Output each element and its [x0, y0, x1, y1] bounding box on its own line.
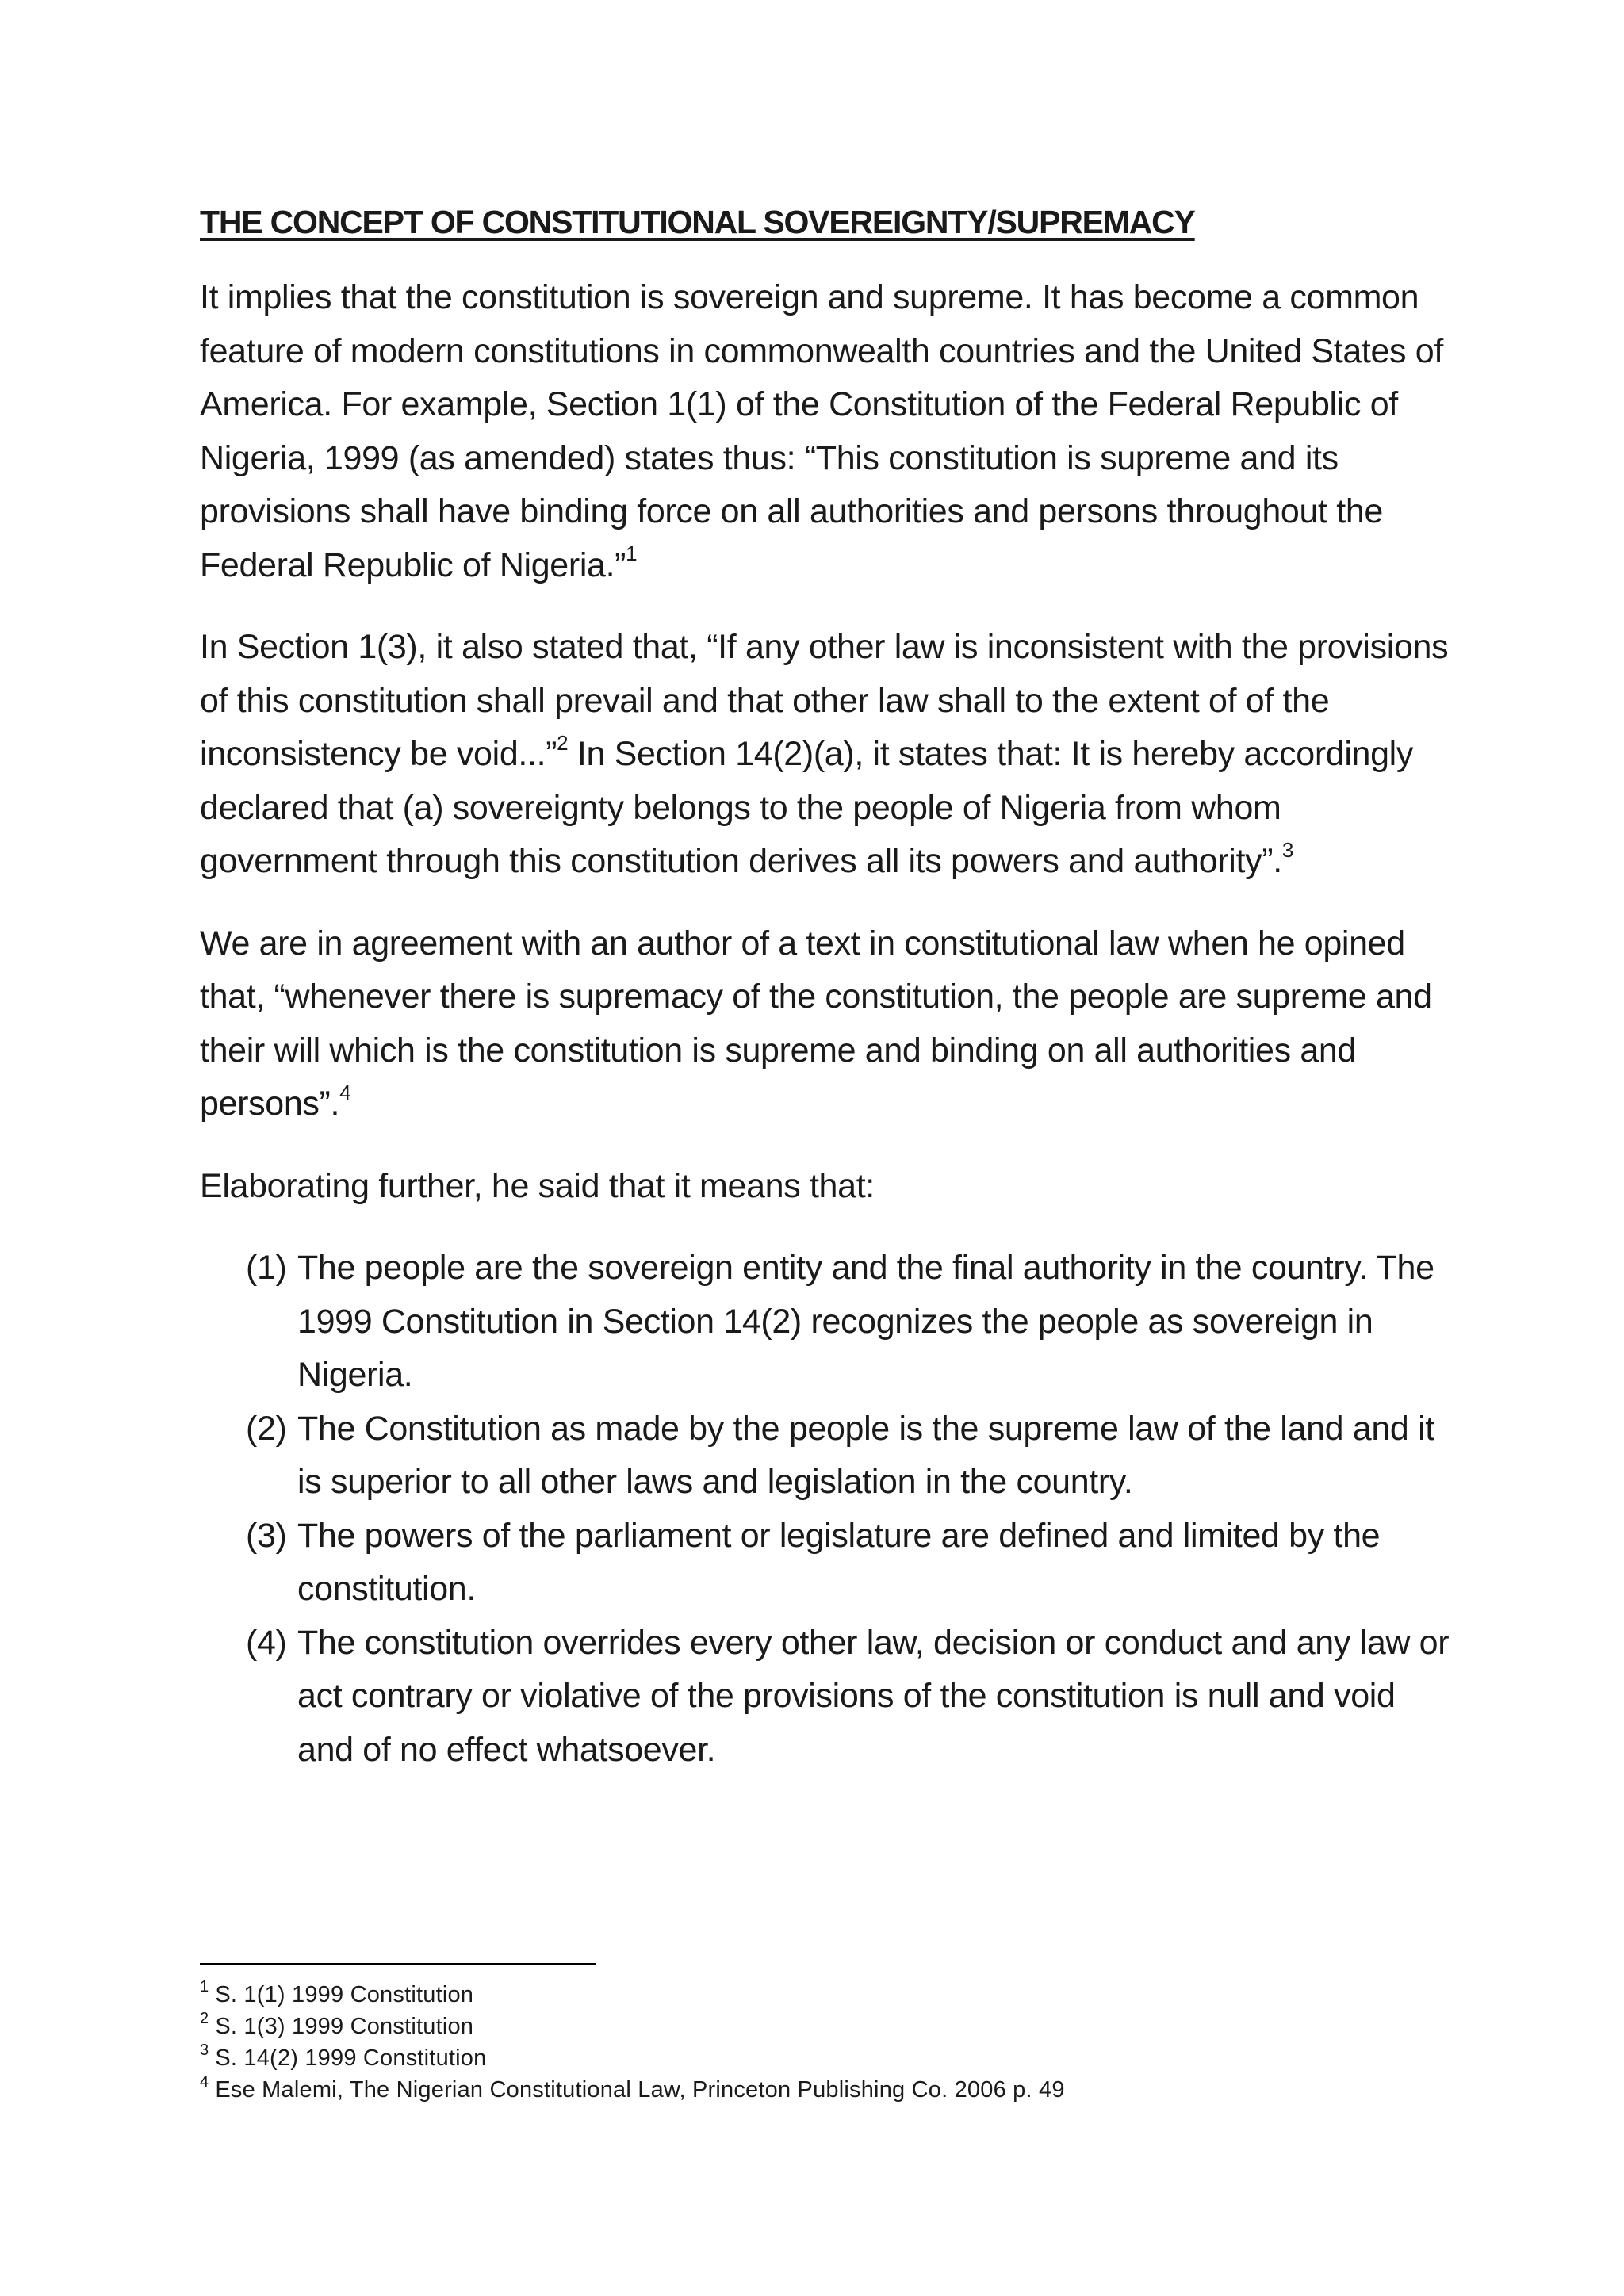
footnote-number: 4: [200, 2073, 209, 2091]
footnote-number: 2: [200, 2010, 209, 2028]
footnote-ref-3[interactable]: 3: [1281, 837, 1293, 862]
footnote-ref-1[interactable]: 1: [626, 541, 638, 566]
paragraph-text: It implies that the constitution is sovereign and supreme. It has become a common feature of modern constitutions in commonwealth countries and the United States of America. For example, Section 1(1) of the Constitution of the Federal Republic of Nigeria, 1999 (as amended) states thus: “This constitution is supreme and its provisions shall have binding force on all authorities and persons throughout the Federal Republic of Nigeria.”: [200, 278, 1443, 584]
paragraph-text: In Section 14(2)(a), it states that: It is hereby accordingly declared that (a) sovereignty belongs to the people of Nigeria from whom government through this constitution derives all its powers and authority”.: [200, 735, 1414, 880]
list-item-number: (1): [246, 1249, 287, 1287]
numbered-list: [246, 1242, 1453, 1777]
footnotes: [200, 1979, 1453, 2106]
paragraph-text: In Section 1(3), it also stated that, “If any other law is inconsistent with the provisions of this constitution shall prevail and that other law shall to the extent of of the inconsistency be void...”: [200, 628, 1449, 773]
list-item-text: The people are the sovereign entity and the final authority in the country. The 1999 Constitution in Section 14(2) recognizes the people as sovereign in Nigeria.: [297, 1249, 1434, 1394]
list-item: [246, 1510, 1453, 1617]
paragraph-1: [200, 271, 1453, 592]
list-item-text: The Constitution as made by the people is the supreme law of the land and it is superior to all other laws and legislation in the country.: [297, 1409, 1434, 1501]
document-title: THE CONCEPT OF CONSTITUTIONAL SOVEREIGNTY/SUPREMACY: [200, 204, 1195, 240]
list-item-number: (3): [246, 1516, 287, 1555]
footnote-text: Ese Malemi, The Nigerian Constitutional Law, Princeton Publishing Co. 2006 p. 49: [215, 2077, 1065, 2103]
list-item: [246, 1242, 1453, 1402]
list-item-text: The powers of the parliament or legislature are defined and limited by the constitution.: [297, 1516, 1381, 1608]
footnote-text: S. 1(3) 1999 Constitution: [215, 2014, 474, 2039]
paragraph-text: We are in agreement with an author of a text in constitutional law when he opined that, “whenever there is supremacy of the constitution, the people are supreme and their will which is the constitution is supreme and binding on all authorities and persons”.: [200, 924, 1432, 1123]
list-item-number: (2): [246, 1409, 287, 1448]
footnote-number: 3: [200, 2042, 209, 2060]
list-item-text: The constitution overrides every other law, decision or conduct and any law or act contrary or violative of the provisions of the constitution is null and void and of no effect whatsoever.: [297, 1623, 1450, 1769]
footnote-text: S. 1(1) 1999 Constitution: [215, 1982, 474, 2007]
paragraph-3: [200, 917, 1453, 1131]
footnote-1: [200, 1979, 1453, 2011]
paragraph-4: [200, 1160, 1453, 1214]
footnote-4: [200, 2074, 1453, 2106]
footnote-number: 1: [200, 1978, 209, 1996]
footnote-divider: [200, 1963, 596, 1965]
paragraph-2: [200, 621, 1453, 889]
footnote-ref-4[interactable]: 4: [339, 1080, 351, 1104]
footnote-2: [200, 2011, 1453, 2042]
footnote-text: S. 14(2) 1999 Constitution: [215, 2045, 487, 2071]
document-body: [200, 198, 1453, 1777]
footnote-ref-2[interactable]: 2: [557, 730, 569, 755]
footnote-3: [200, 2042, 1453, 2074]
list-item: [246, 1402, 1453, 1510]
list-item-number: (4): [246, 1623, 287, 1662]
list-item: [246, 1617, 1453, 1777]
paragraph-text: Elaborating further, he said that it means that:: [200, 1166, 875, 1205]
